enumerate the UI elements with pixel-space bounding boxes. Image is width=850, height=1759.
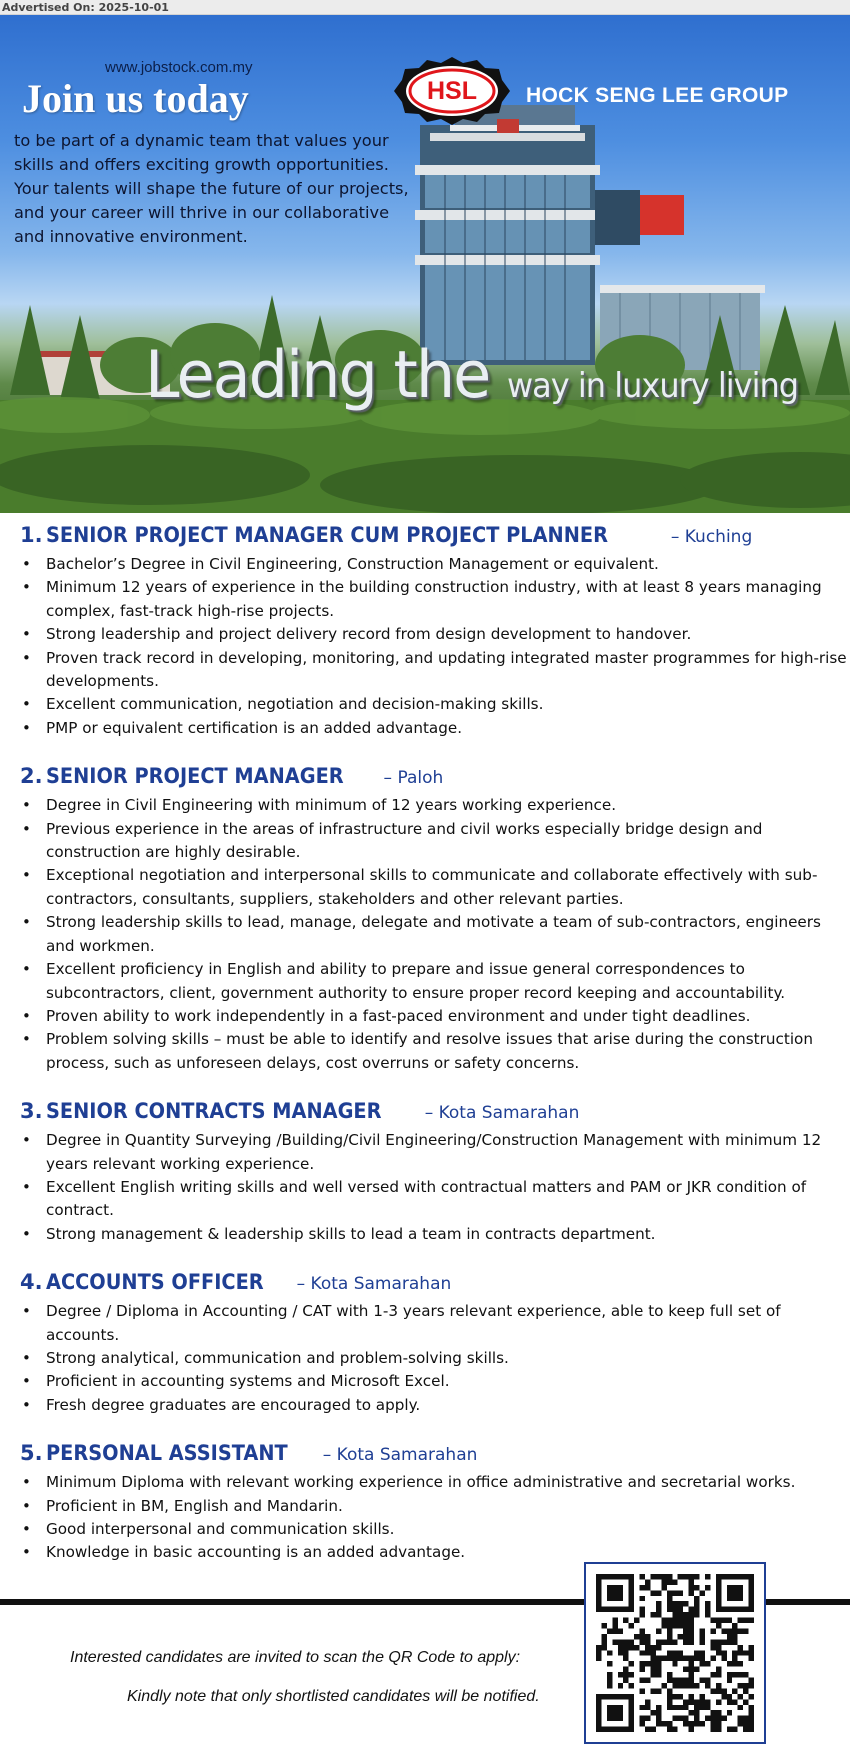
requirement-item: • Minimum 12 years of experience in the building construction industry, with at least 8 years managing complex, fast-track high-rise projects.: [20, 576, 850, 623]
website-url: www.jobstock.com.my: [105, 59, 253, 76]
job-title: PERSONAL ASSISTANT: [46, 1441, 288, 1466]
job-title-row: [20, 1441, 850, 1471]
job-number: 3.: [20, 1099, 43, 1124]
requirement-item: • Excellent English writing skills and well versed with contractual matters and PAM or JKR condition of contract.: [20, 1176, 850, 1223]
requirement-item: • Proven track record in developing, monitoring, and updating integrated master programmes for high-rise developments.: [20, 647, 850, 694]
requirement-item: • Previous experience in the areas of infrastructure and civil works especially bridge design and construction are highly desirable.: [20, 818, 850, 865]
job-number: 2.: [20, 764, 43, 789]
requirement-item: • Good interpersonal and communication skills.: [20, 1518, 850, 1541]
requirement-item: • Excellent proficiency in English and ability to prepare and issue general correspondences to subcontractors, client, government authority to ensure proper record keeping and accountability.: [20, 958, 850, 1005]
requirement-item: • PMP or equivalent certification is an added advantage.: [20, 717, 850, 740]
hsl-logo: [393, 55, 511, 127]
shortlist-note: Kindly note that only shortlisted candidates will be notified.: [127, 1688, 540, 1705]
job-location: – Kota Samarahan: [296, 1274, 452, 1295]
job-section: [20, 1099, 850, 1246]
job-number: 5.: [20, 1441, 43, 1466]
requirements-list: [20, 1471, 850, 1565]
requirement-item: • Excellent communication, negotiation and decision-making skills.: [20, 693, 850, 716]
job-section: [20, 1270, 850, 1417]
requirement-item: • Degree in Quantity Surveying /Building/Civil Engineering/Construction Management with minimum 12 years relevant working experience.: [20, 1129, 850, 1176]
apply-qr-code[interactable]: [584, 1562, 766, 1744]
job-location: – Paloh: [383, 768, 444, 789]
apply-instruction: Interested candidates are invited to scan the QR Code to apply:: [70, 1649, 521, 1666]
join-us-heading: Join us today: [22, 76, 249, 121]
requirement-item: • Proven ability to work independently in a fast-paced environment and under tight deadlines.: [20, 1005, 850, 1028]
slogan-big: Leading the: [145, 336, 490, 413]
qr-code-icon: [596, 1574, 754, 1732]
job-section: [20, 764, 850, 1075]
requirement-item: • Knowledge in basic accounting is an added advantage.: [20, 1541, 850, 1564]
job-section: [20, 523, 850, 740]
job-number: 1.: [20, 523, 43, 547]
advertised-on-text: Advertised On: 2025-10-01: [2, 1, 169, 14]
requirements-list: [20, 794, 850, 1075]
job-section: [20, 1441, 850, 1565]
requirement-item: • Strong leadership skills to lead, manage, delegate and motivate a team of sub-contractors, engineers and workmen.: [20, 911, 850, 958]
job-title: SENIOR PROJECT MANAGER: [46, 764, 344, 789]
hero-banner: [0, 15, 850, 513]
job-title: SENIOR PROJECT MANAGER CUM PROJECT PLANNER: [46, 523, 608, 547]
requirement-item: • Exceptional negotiation and interpersonal skills to communicate and collaborate effectively with sub-contractors, consultants, suppliers, stakeholders and other relevant parties.: [20, 864, 850, 911]
logo-text: HSL: [427, 77, 477, 105]
company-name: HOCK SENG LEE GROUP: [526, 84, 789, 107]
job-title: ACCOUNTS OFFICER: [46, 1270, 264, 1295]
job-title-row: [20, 1099, 850, 1129]
slogan-sign: [145, 336, 798, 413]
requirements-list: [20, 1300, 850, 1417]
requirement-item: • Proficient in accounting systems and Microsoft Excel.: [20, 1370, 850, 1393]
job-number: 4.: [20, 1270, 43, 1295]
requirement-item: • Strong management & leadership skills to lead a team in contracts department.: [20, 1223, 850, 1246]
job-listings: [20, 523, 850, 1589]
slogan-small: way in luxury living: [507, 365, 799, 406]
requirement-item: • Strong leadership and project delivery record from design development to handover.: [20, 623, 850, 646]
requirement-item: • Proficient in BM, English and Mandarin.: [20, 1495, 850, 1518]
requirements-list: [20, 1129, 850, 1246]
job-title-row: [20, 764, 850, 794]
requirement-item: • Strong analytical, communication and problem-solving skills.: [20, 1347, 850, 1370]
requirement-item: • Problem solving skills – must be able to identify and resolve issues that arise during the construction process, such as unforeseen delays, cost overruns or safety concerns.: [20, 1028, 850, 1075]
requirement-item: • Degree / Diploma in Accounting / CAT with 1-3 years relevant experience, able to keep full set of accounts.: [20, 1300, 850, 1347]
job-location: – Kuching: [670, 527, 753, 547]
job-location: – Kota Samarahan: [424, 1103, 580, 1124]
intro-paragraph: to be part of a dynamic team that values your skills and offers exciting growth opportunities. Your talents will shape the future of our projects, and your career will thrive in our collaborative and innovative environment.: [14, 131, 409, 246]
requirements-list: [20, 553, 850, 740]
requirement-item: • Fresh degree graduates are encouraged to apply.: [20, 1394, 850, 1417]
requirement-item: • Degree in Civil Engineering with minimum of 12 years working experience.: [20, 794, 850, 817]
job-title-row: [20, 523, 850, 553]
job-title-row: [20, 1270, 850, 1300]
requirement-item: • Minimum Diploma with relevant working experience in office administrative and secretarial works.: [20, 1471, 850, 1494]
advertised-on-bar: [0, 0, 850, 15]
job-title: SENIOR CONTRACTS MANAGER: [46, 1099, 382, 1124]
requirement-item: • Bachelor’s Degree in Civil Engineering, Construction Management or equivalent.: [20, 553, 850, 576]
job-location: – Kota Samarahan: [322, 1445, 478, 1466]
